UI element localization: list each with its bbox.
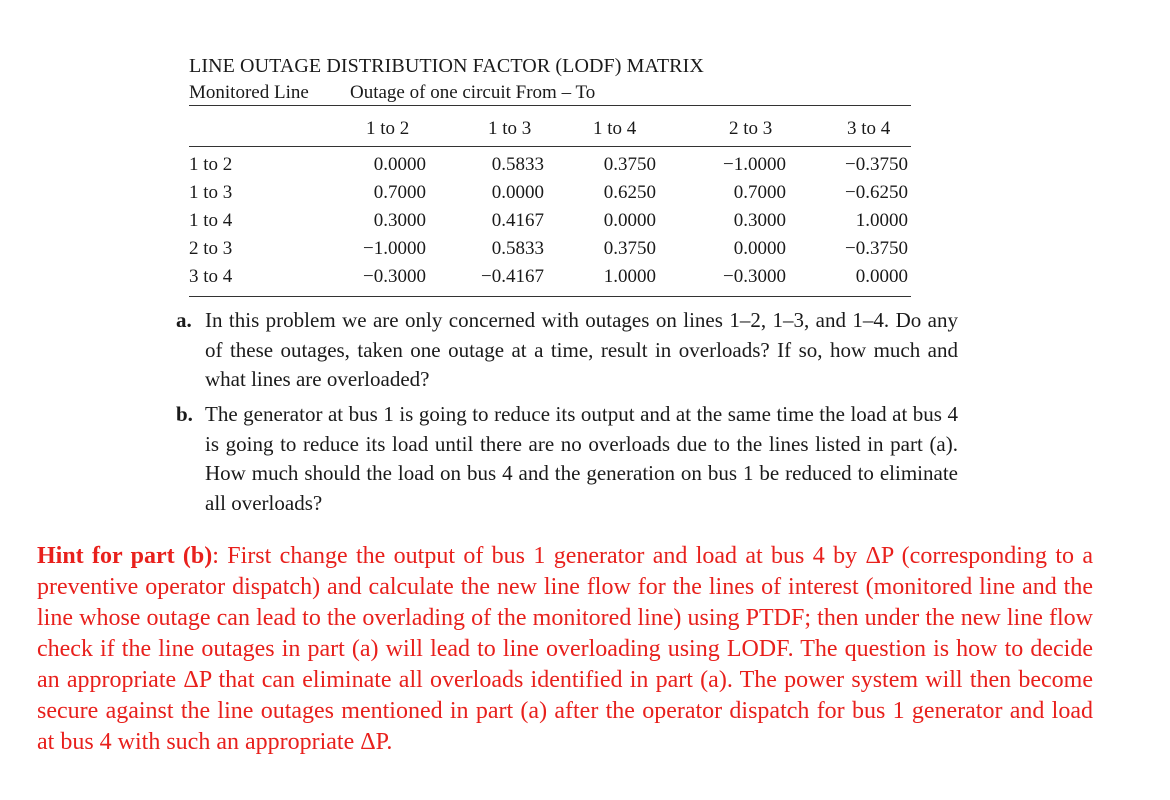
row-label: 2 to 3 <box>189 238 233 259</box>
table-cell: −0.3750 <box>845 238 908 259</box>
table-cell: 0.0000 <box>373 154 426 175</box>
table-title: LINE OUTAGE DISTRIBUTION FACTOR (LODF) MATRIX <box>189 55 704 77</box>
table-cell: 0.4167 <box>491 210 544 231</box>
table-cell: 0.3000 <box>373 210 426 231</box>
table-cell: 0.6250 <box>603 182 656 203</box>
table-cell: −0.4167 <box>481 266 544 287</box>
row-label: 3 to 4 <box>189 266 233 287</box>
table-cell: −0.6250 <box>845 182 908 203</box>
table-cell: −0.3000 <box>363 266 426 287</box>
hint-label: Hint for part (b) <box>37 543 213 569</box>
table-cell: 0.0000 <box>603 210 656 231</box>
table-cell: −1.0000 <box>363 238 426 259</box>
column-header: 1 to 3 <box>488 118 532 139</box>
hint-text: : First change the output of bus 1 generator and load at bus 4 by ΔP (corresponding to a preventive operator dispatch) and calculate the new line flow for the lines of interest (monitored line and the line whose outage can lead to the overlading of the monitored line) using PTDF; then under the new line flow check if the line outages in part (a) will lead to line overloading using LODF. The question is how to decide an appropriate ΔP that can eliminate all overloads identified in part (a). The power system will then become secure against the line outages mentioned in part (a) after the operator dispatch for bus 1 generator and load at bus 4 with such an appropriate ΔP. <box>37 543 1094 755</box>
table-cell: −0.3750 <box>845 154 908 175</box>
part-b-letter: b. <box>176 402 193 426</box>
monitored-line-header: Monitored Line <box>189 82 309 103</box>
table-cell: 0.5833 <box>491 154 544 175</box>
part-a-text: In this problem we are only concerned with outages on lines 1–2, 1–3, and 1–4. Do any of these outages, taken one outage at a time, result in overloads? If so, how much and what lines are overloaded? <box>205 308 958 391</box>
outage-header: Outage of one circuit From – To <box>350 82 596 103</box>
table-cell: 0.0000 <box>733 238 786 259</box>
row-label: 1 to 2 <box>189 154 233 175</box>
part-b-text: The generator at bus 1 is going to reduce its output and at the same time the load at bus 4 is going to reduce its load until there are no overloads due to the lines listed in part (a). How much should the load on bus 4 and the generation on bus 1 be reduced to eliminate all overloads? <box>205 402 958 515</box>
column-header: 3 to 4 <box>847 118 891 139</box>
part-b <box>168 400 958 518</box>
table-cell: 0.7000 <box>733 182 786 203</box>
table-cell: −1.0000 <box>723 154 786 175</box>
table-cell: 0.0000 <box>491 182 544 203</box>
table-cell: 0.0000 <box>855 266 908 287</box>
table-cell: 0.3000 <box>733 210 786 231</box>
table-cell: 0.5833 <box>491 238 544 259</box>
row-label: 1 to 4 <box>189 210 233 231</box>
part-a-letter: a. <box>176 308 192 332</box>
table-cell: 0.7000 <box>373 182 426 203</box>
column-header: 1 to 4 <box>593 118 637 139</box>
table-cell: −0.3000 <box>723 266 786 287</box>
table-cell: 1.0000 <box>603 266 656 287</box>
rule-header <box>189 146 911 147</box>
rule-bottom <box>189 296 911 297</box>
table-cell: 0.3750 <box>603 154 656 175</box>
part-a <box>168 306 958 395</box>
table-cell: 0.3750 <box>603 238 656 259</box>
table-cell: 1.0000 <box>855 210 908 231</box>
column-header: 1 to 2 <box>366 118 410 139</box>
hint-paragraph <box>37 541 1093 758</box>
column-header: 2 to 3 <box>729 118 773 139</box>
rule-top <box>189 105 911 106</box>
row-label: 1 to 3 <box>189 182 233 203</box>
